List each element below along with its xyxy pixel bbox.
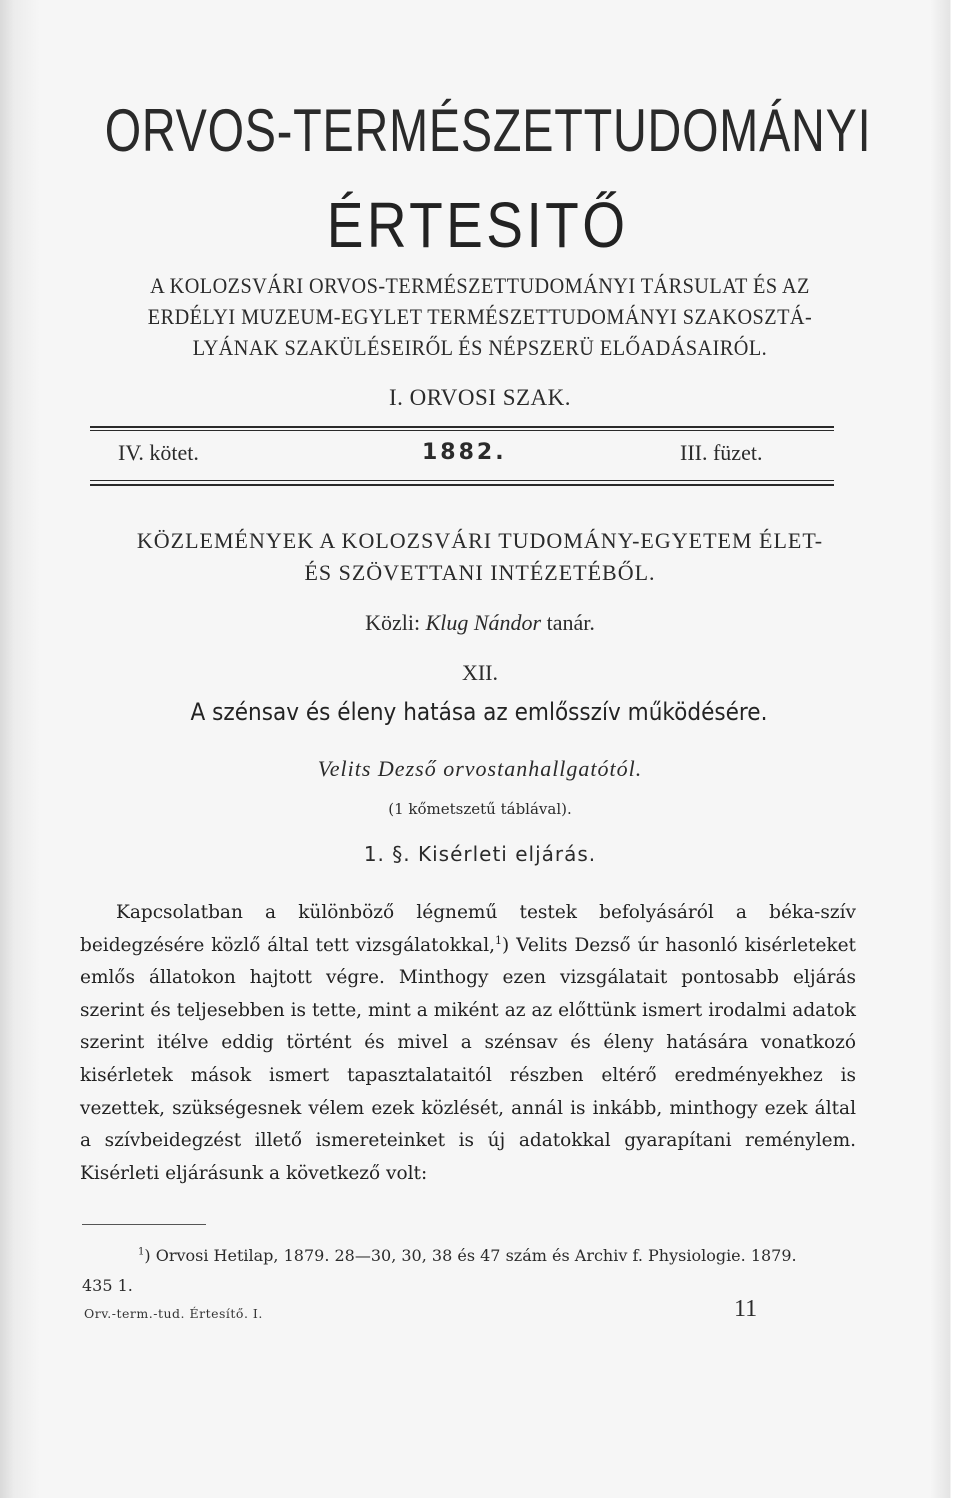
series-line-1: KÖZLEMÉNYEK A KOLOZSVÁRI TUDOMÁNY-EGYETEM ÉLET- [136, 528, 824, 553]
subtitle-line-3: LYÁNAK SZAKÜLÉSEIRŐL ÉS NÉPSZERÜ ELŐADÁSAIRÓL. [192, 335, 768, 360]
article-byline: Velits Dezső orvostanhallgatótól. [317, 756, 643, 781]
bottom-rule-thin [90, 480, 834, 481]
body-text-start: Kapcsolatban a különböző légnemű testek befolyásáról a béka-szív beidegzésére közlő által tett vizsgálatokkal, [80, 902, 856, 956]
series-line-2: ÉS SZÖVETTANI INTÉZETÉBŐL. [304, 560, 656, 585]
footnote-marker: 1 [138, 1246, 145, 1258]
footnote-rule [82, 1224, 206, 1225]
communicated-by [0, 610, 960, 636]
part-number: XII. [461, 660, 499, 685]
article-heading: A szénsav és éleny hatása az emlősszív működésére. [190, 698, 768, 726]
top-rule [90, 426, 834, 428]
communicated-prefix: Közli: [365, 610, 421, 635]
section-heading: 1. §. Kisérleti eljárás. [363, 842, 597, 866]
page-number: 11 [734, 1296, 758, 1322]
footnote-text: ) Orvosi Hetilap, 1879. 28—30, 30, 38 és 47 szám és Archiv f. Physiologie. 1879. 435 1. [82, 1246, 797, 1295]
issue-number: III. füzet. [680, 440, 763, 465]
subtitle-line-2: ERDÉLYI MUZEUM-EGYLET TERMÉSZETTUDOMÁNYI SZAKOSZTÁ- [147, 304, 813, 329]
body-text-rest: ) Velits Dezső úr hasonló kisérleteket emlős állatokon hajtott végre. Minthogy ezen vizsgálatait pontosabb eljárás szerint és teljesebben is tette, mint a miként az az előttünk ismert irodalmi adatok szerint itélve eddig történt és mivel a szénsav és éleny hatására vonatkozó kisérletek mások ismert tapasztalataitól részben eltérő eredményekhez is vezettek, szükségesnek vélem ezek közlését, annál is inkább, minthogy ezek által a szívbeidegzést illető ismereteinket is új adatokkal gyarapítani reménylem. Kisérleti eljárásunk a következő volt: [80, 934, 856, 1184]
subtitle-line-1: A KOLOZSVÁRI ORVOS-TERMÉSZETTUDOMÁNYI TÁRSULAT ÉS AZ [150, 273, 810, 298]
communicated-name: Klug Nándor [425, 610, 542, 635]
footnote-ref[interactable]: 1 [495, 933, 502, 947]
issue-year: 1882. [422, 440, 507, 465]
signature-mark: Orv.-term.-tud. Értesítő. I. [84, 1306, 263, 1321]
section-label: I. ORVOSI SZAK. [389, 385, 571, 410]
journal-title-main: ÉRTESITŐ [326, 189, 629, 261]
footnote [82, 1241, 822, 1301]
plate-note: (1 kőmetszetű táblával). [388, 800, 572, 818]
communicated-suffix: tanár. [546, 610, 595, 635]
article-body [80, 897, 856, 1190]
volume-label: IV. kötet. [118, 440, 199, 465]
top-rule-thin [90, 430, 834, 431]
bottom-rule [90, 484, 834, 486]
journal-title: ORVOS-TERMÉSZETTUDOMÁNYI [104, 97, 872, 164]
